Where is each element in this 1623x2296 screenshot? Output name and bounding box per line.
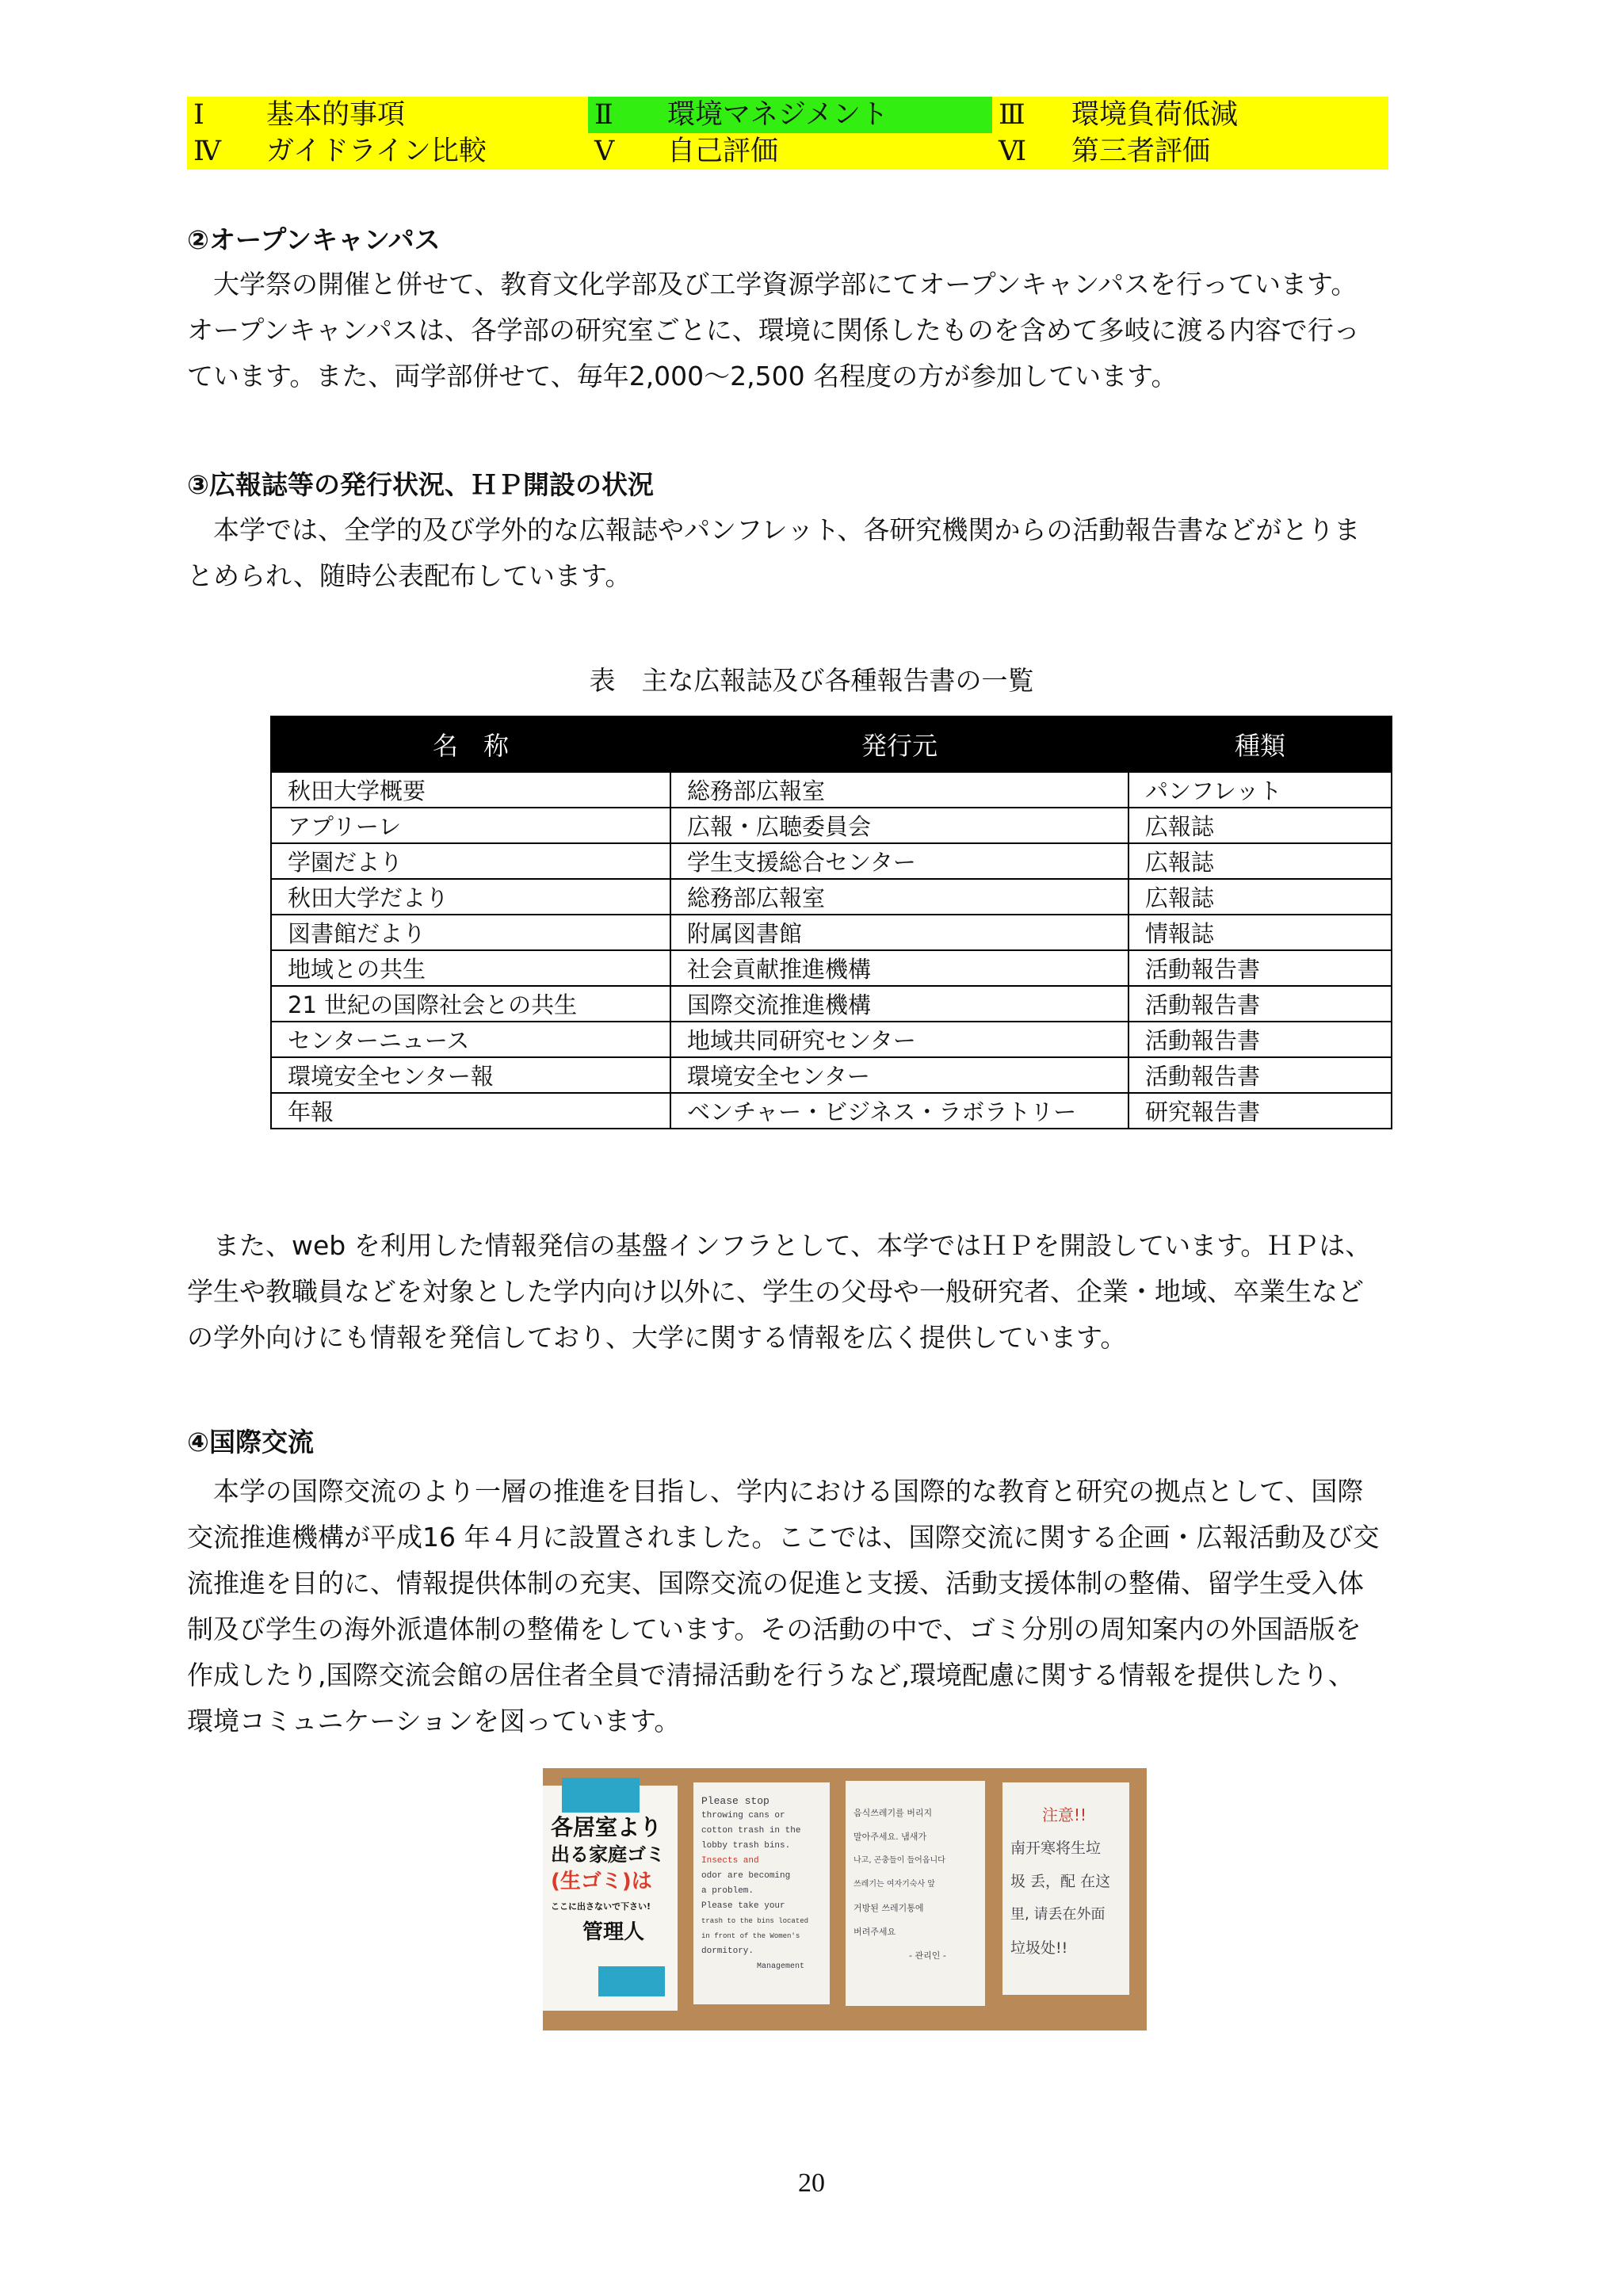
table-row [271, 950, 1392, 986]
cell-type: 広報誌 [1128, 808, 1392, 843]
text-line: 本学では、全学的及び学外的な広報誌やパンフレット、各研究機関からの活動報告書などがとりま [187, 514, 1361, 545]
notice-line: Insects and [701, 1856, 759, 1866]
nav-item-6[interactable] [992, 133, 1388, 170]
table-row [271, 1057, 1392, 1093]
column-header-type: 種類 [1128, 716, 1392, 772]
nav-label: 環境負荷低減 [1071, 99, 1239, 131]
notice-line: 버려주세요 [854, 1927, 896, 1937]
text-line: ています。また、両学部併せて、毎年2,000～2,500 名程度の方が参加しています。 [187, 361, 1178, 392]
section-heading-international: ④国際交流 [187, 1427, 314, 1457]
table-row [271, 808, 1392, 843]
notice-line: 거방된 쓰레기통에 [854, 1903, 924, 1913]
cell-name: 年報 [271, 1093, 670, 1129]
notice-line: 음식쓰레기를 버리지 [854, 1808, 933, 1818]
text-line: とめられ、随時公表配布しています。 [187, 560, 632, 591]
notice-line: throwing cans or [701, 1811, 785, 1820]
cell-publisher: 附属図書館 [670, 915, 1128, 950]
notice-line: 各居室より [551, 1814, 663, 1840]
column-header-publisher: 発行元 [670, 716, 1128, 772]
cell-type: 情報誌 [1128, 915, 1392, 950]
cell-publisher: 総務部広報室 [670, 879, 1128, 915]
paragraph-publications [187, 507, 1475, 599]
notice-line: 나고, 곤충들이 들어옵니다 [854, 1856, 945, 1865]
cell-name: 秋田大学だより [271, 879, 670, 915]
cell-publisher: ベンチャー・ビジネス・ラボラトリー [670, 1093, 1128, 1129]
notice-line: Management [757, 1962, 805, 1971]
page-number: 20 [798, 2168, 825, 2198]
notice-text [1010, 1798, 1110, 1965]
cell-type: 活動報告書 [1128, 1057, 1392, 1093]
text-line: 流推進を目的に、情報提供体制の充実、国際交流の促進と支援、活動支援体制の整備、留学生受入体 [187, 1568, 1364, 1599]
table-row [271, 1093, 1392, 1129]
notice-board-photo [543, 1768, 1147, 2030]
table-caption: 表 主な広報誌及び各種報告書の一覧 [589, 665, 1034, 696]
nav-label: 環境マネジメント [667, 99, 888, 131]
cell-publisher: 広報・広聴委員会 [670, 808, 1128, 843]
nav-item-4[interactable] [187, 133, 588, 170]
cell-name: アプリーレ [271, 808, 670, 843]
text-line: 作成したり,国際交流会館の居住者全員で清掃活動を行うなど,環境配慮に関する情報を提供したり、 [187, 1660, 1354, 1690]
cell-publisher: 国際交流推進機構 [670, 986, 1128, 1022]
nav-numeral: Ⅴ [594, 136, 615, 167]
notice-line: Please take your [701, 1901, 785, 1911]
notice-english [693, 1782, 830, 2004]
notice-chinese [1002, 1782, 1129, 1995]
notice-line: 南开寒将生垃 [1010, 1839, 1102, 1857]
notice-korean [846, 1781, 985, 2006]
notice-line: 注意!! [1042, 1805, 1087, 1824]
text-line: の学外向けにも情報を発信しており、大学に関する情報を広く提供しています。 [187, 1322, 1127, 1353]
table-header-row [271, 716, 1392, 772]
cell-type: 活動報告書 [1128, 1022, 1392, 1057]
notice-line: - 관리인 - [909, 1950, 946, 1961]
table-row [271, 986, 1392, 1022]
nav-label: 基本的事項 [266, 99, 406, 131]
notice-text [701, 1794, 808, 1974]
column-header-name: 名 称 [271, 716, 670, 772]
text-line: 制及び学生の海外派遣体制の整備をしています。その活動の中で、ゴミ分別の周知案内の外国語版を [187, 1614, 1361, 1645]
cell-type: 活動報告書 [1128, 986, 1392, 1022]
publications-table [270, 716, 1392, 1129]
notice-line: (生ゴミ)は [551, 1870, 652, 1893]
table-row [271, 772, 1392, 808]
notice-line: a problem. [701, 1886, 754, 1896]
cell-publisher: 地域共同研究センター [670, 1022, 1128, 1057]
nav-label: 第三者評価 [1071, 136, 1211, 167]
section-heading-publications: ③広報誌等の発行状況、ＨＰ開設の状況 [187, 469, 654, 500]
cell-name: 環境安全センター報 [271, 1057, 670, 1093]
text-line: オープンキャンパスは、各学部の研究室ごとに、環境に関係したものを含めて多岐に渡る内容で行っ [187, 315, 1360, 346]
paragraph-international [187, 1469, 1475, 1744]
cell-name: 図書館だより [271, 915, 670, 950]
tape-strip [562, 1778, 640, 1813]
notice-line: Please stop [701, 1795, 769, 1807]
text-line: 大学祭の開催と併せて、教育文化学部及び工学資源学部にてオープンキャンパスを行っています。 [187, 269, 1358, 300]
text-line: 本学の国際交流のより一層の推進を目指し、学内における国際的な教育と研究の拠点として、国際 [187, 1476, 1364, 1507]
table-row [271, 1022, 1392, 1057]
notice-line: 里, 请丢在外面 [1010, 1906, 1106, 1923]
text-line: 環境コミュニケーションを図っています。 [187, 1706, 681, 1736]
tape-strip [598, 1966, 665, 1996]
cell-type: 広報誌 [1128, 879, 1392, 915]
notice-line: 管理人 [582, 1920, 645, 1944]
chapter-nav-band [187, 97, 1388, 170]
nav-label: ガイドライン比較 [266, 136, 487, 167]
cell-publisher: 社会貢献推進機構 [670, 950, 1128, 986]
notice-line: ここに出さないで下さい! [551, 1901, 651, 1912]
nav-item-5[interactable] [588, 133, 992, 170]
text-line: 学生や教職員などを対象とした学内向け以外に、学生の父母や一般研究者、企業・地域、卒業生など [187, 1276, 1364, 1307]
notice-line: lobby trash bins. [701, 1841, 791, 1851]
nav-label: 自己評価 [667, 136, 779, 167]
nav-numeral: Ⅲ [999, 99, 1025, 131]
notice-line: 垃圾处!! [1010, 1939, 1068, 1957]
nav-item-1[interactable] [187, 97, 588, 133]
notice-line: 圾 丢，配 在这 [1010, 1873, 1111, 1890]
cell-type: 活動報告書 [1128, 950, 1392, 986]
table-row [271, 843, 1392, 879]
notice-japanese [543, 1786, 678, 2011]
table-row [271, 915, 1392, 950]
cell-name: 秋田大学概要 [271, 772, 670, 808]
nav-item-2-current[interactable] [588, 97, 992, 133]
table-row [271, 879, 1392, 915]
nav-numeral: Ⅵ [999, 136, 1027, 167]
nav-item-3[interactable] [992, 97, 1388, 133]
notice-line: trash to the bins located [701, 1917, 809, 1925]
cell-type: パンフレット [1128, 772, 1392, 808]
notice-line: in front of the Women's [701, 1932, 800, 1940]
notice-line: 쓰레기는 여자기숙사 앞 [854, 1880, 935, 1889]
nav-numeral: Ⅳ [193, 136, 221, 167]
cell-type: 広報誌 [1128, 843, 1392, 879]
notice-line: cotton trash in the [701, 1826, 801, 1836]
cell-type: 研究報告書 [1128, 1093, 1392, 1129]
text-line: 交流推進機構が平成16 年４月に設置されました。ここでは、国際交流に関する企画・広報活動及び交 [187, 1522, 1380, 1553]
cell-name: センターニュース [271, 1022, 670, 1057]
nav-numeral: Ⅰ [193, 99, 204, 131]
cell-name: 学園だより [271, 843, 670, 879]
notice-line: dormitory. [701, 1946, 754, 1956]
notice-text [551, 1814, 665, 1946]
paragraph-website [187, 1223, 1475, 1361]
nav-numeral: Ⅱ [594, 99, 613, 131]
cell-publisher: 総務部広報室 [670, 772, 1128, 808]
cell-publisher: 学生支援総合センター [670, 843, 1128, 879]
text-line: また、web を利用した情報発信の基盤インフラとして、本学ではＨＰを開設しています。ＨＰは、 [187, 1230, 1372, 1261]
notice-line: 出る家庭ゴミ [551, 1843, 665, 1866]
cell-name: 地域との共生 [271, 950, 670, 986]
cell-publisher: 環境安全センター [670, 1057, 1128, 1093]
paragraph-open-campus [187, 262, 1475, 399]
cell-name: 21 世紀の国際社会との共生 [271, 986, 670, 1022]
section-heading-open-campus: ②オープンキャンパス [187, 224, 441, 255]
notice-line: 말아주세요. 냄새가 [854, 1832, 927, 1842]
notice-line: odor are becoming [701, 1871, 791, 1881]
notice-text [854, 1801, 946, 1968]
